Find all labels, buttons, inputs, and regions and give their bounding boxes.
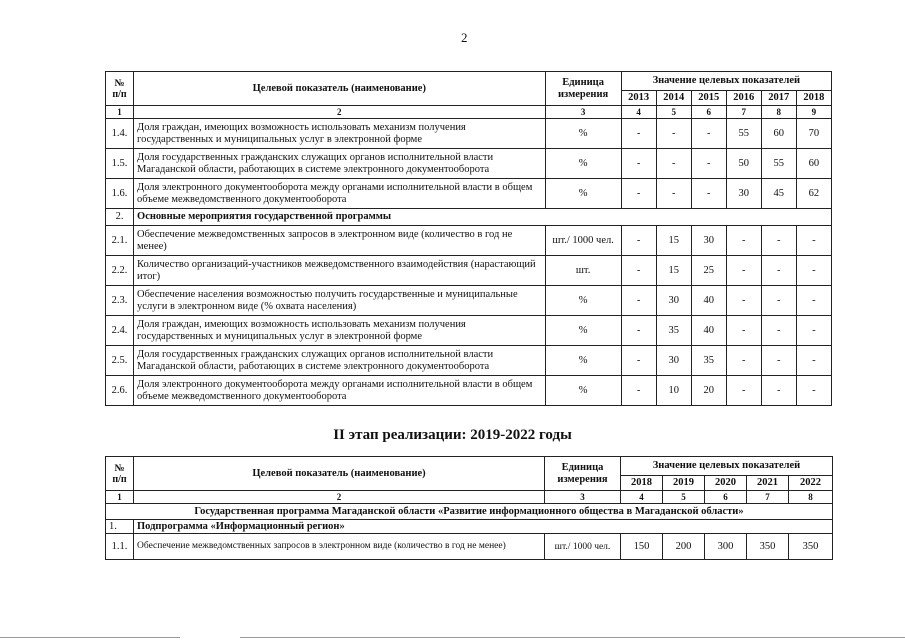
table-row — [106, 119, 832, 149]
header-year: 2019 — [663, 476, 705, 491]
header-unit: Единица измерения — [545, 457, 621, 491]
row-value: 10 — [656, 376, 691, 406]
header-num: № п/п — [106, 72, 134, 106]
header-name: Целевой показатель (наименование) — [134, 72, 546, 106]
row-unit: % — [545, 286, 621, 316]
header-year: 2021 — [747, 476, 789, 491]
row-value: - — [796, 256, 831, 286]
row-value: - — [726, 256, 761, 286]
row-value: - — [656, 179, 691, 209]
row-value: - — [761, 286, 796, 316]
column-number: 7 — [726, 106, 761, 119]
header-values-title: Значение целевых показателей — [621, 457, 833, 476]
row-value: 55 — [726, 119, 761, 149]
header-year: 2016 — [726, 91, 761, 106]
row-value: - — [796, 226, 831, 256]
header-name: Целевой показатель (наименование) — [134, 457, 545, 491]
table-row — [106, 376, 832, 406]
row-value: - — [621, 256, 656, 286]
row-name: Обеспечение межведомственных запросов в электронном виде (количество в год не менее) — [134, 534, 545, 560]
header-year: 2013 — [621, 91, 656, 106]
row-unit: % — [545, 346, 621, 376]
row-num: 1.6. — [106, 179, 134, 209]
row-value: 35 — [656, 316, 691, 346]
program-title: Государственная программа Магаданской области «Развитие информационного общества в Магаданской области» — [106, 504, 833, 520]
row-num: 2.2. — [106, 256, 134, 286]
row-value: - — [691, 179, 726, 209]
row-value: - — [621, 316, 656, 346]
row-value: 30 — [656, 286, 691, 316]
column-number: 1 — [106, 106, 134, 119]
row-value: - — [726, 226, 761, 256]
row-value: - — [761, 376, 796, 406]
column-number: 2 — [134, 106, 546, 119]
row-num: 2.6. — [106, 376, 134, 406]
page-number: 2 — [461, 30, 468, 45]
row-value: - — [726, 346, 761, 376]
row-value: - — [691, 149, 726, 179]
column-number: 9 — [796, 106, 831, 119]
column-number: 4 — [621, 491, 663, 504]
row-value: 55 — [761, 149, 796, 179]
row-value: - — [761, 346, 796, 376]
row-name: Доля государственных гражданских служащих органов исполнительной власти Магаданской области, работающих в системе электронного документооборота — [134, 149, 546, 179]
row-value: - — [726, 376, 761, 406]
column-number: 5 — [656, 106, 691, 119]
stage-title: II этап реализации: 2019-2022 годы — [333, 427, 572, 443]
row-name: Доля государственных гражданских служащих органов исполнительной власти Магаданской области, работающих в системе электронного документооборота — [134, 346, 546, 376]
column-number: 2 — [134, 491, 545, 504]
table-row — [106, 149, 832, 179]
row-unit: % — [545, 179, 621, 209]
row-value: - — [621, 286, 656, 316]
row-value: 50 — [726, 149, 761, 179]
row-value: - — [761, 226, 796, 256]
subprogram-name: Подпрограмма «Информационный регион» — [134, 520, 833, 534]
column-number: 5 — [663, 491, 705, 504]
header-num: № п/п — [106, 457, 134, 491]
row-unit: шт./ 1000 чел. — [545, 226, 621, 256]
column-number: 4 — [621, 106, 656, 119]
row-value: 35 — [691, 346, 726, 376]
row-value: 70 — [796, 119, 831, 149]
column-number: 7 — [747, 491, 789, 504]
row-num: 1.1. — [106, 534, 134, 560]
row-num: 2.3. — [106, 286, 134, 316]
row-value: - — [796, 286, 831, 316]
row-value: 30 — [691, 226, 726, 256]
header-year: 2020 — [705, 476, 747, 491]
column-number: 6 — [691, 106, 726, 119]
row-value: 15 — [656, 256, 691, 286]
section-name: Основные мероприятия государственной программы — [134, 209, 832, 226]
header-values-title: Значение целевых показателей — [621, 72, 831, 91]
row-value: 60 — [761, 119, 796, 149]
row-value: - — [621, 149, 656, 179]
row-value: - — [796, 346, 831, 376]
row-value: 150 — [621, 534, 663, 560]
scan-edge-line — [240, 637, 905, 638]
scan-edge-line — [0, 637, 180, 638]
row-unit: % — [545, 149, 621, 179]
column-number: 3 — [545, 491, 621, 504]
row-value: - — [726, 316, 761, 346]
row-name: Доля электронного документооборота между органами исполнительной власти в общем объеме межведомственного документооборота — [134, 376, 546, 406]
section-row — [106, 209, 832, 226]
row-value: 200 — [663, 534, 705, 560]
row-unit: % — [545, 119, 621, 149]
row-unit: % — [545, 376, 621, 406]
column-number: 8 — [789, 491, 833, 504]
table-row — [106, 179, 832, 209]
row-name: Доля электронного документооборота между органами исполнительной власти в общем объеме межведомственного документооборота — [134, 179, 546, 209]
row-value: 60 — [796, 149, 831, 179]
table-row — [106, 346, 832, 376]
row-num: 1.4. — [106, 119, 134, 149]
table-row — [106, 316, 832, 346]
row-unit: шт. — [545, 256, 621, 286]
row-value: 62 — [796, 179, 831, 209]
row-name: Доля граждан, имеющих возможность использовать механизм получения государственных и муниципальных услуг в электронной форме — [134, 119, 546, 149]
row-value: 30 — [726, 179, 761, 209]
row-value: - — [621, 119, 656, 149]
row-value: 40 — [691, 286, 726, 316]
header-year: 2014 — [656, 91, 691, 106]
row-value: - — [796, 376, 831, 406]
column-number: 1 — [106, 491, 134, 504]
row-value: - — [761, 316, 796, 346]
row-name: Обеспечение населения возможностью получить государственные и муниципальные услуги в электронном виде (% охвата населения) — [134, 286, 546, 316]
row-value: - — [621, 179, 656, 209]
row-value: - — [796, 316, 831, 346]
table-row — [106, 534, 833, 560]
row-value: - — [656, 119, 691, 149]
row-value: - — [691, 119, 726, 149]
row-value: 300 — [705, 534, 747, 560]
row-value: - — [656, 149, 691, 179]
row-value: 45 — [761, 179, 796, 209]
header-year: 2015 — [691, 91, 726, 106]
header-unit: Единица измерения — [545, 72, 621, 106]
row-unit: шт./ 1000 чел. — [545, 534, 621, 560]
row-num: 2.5. — [106, 346, 134, 376]
row-unit: % — [545, 316, 621, 346]
row-num: 2.4. — [106, 316, 134, 346]
row-name: Количество организаций-участников межведомственного взаимодействия (нарастающий итог) — [134, 256, 546, 286]
table-row — [106, 256, 832, 286]
section-num: 2. — [106, 209, 134, 226]
subprogram-num: 1. — [106, 520, 134, 534]
row-value: - — [621, 376, 656, 406]
column-number: 3 — [545, 106, 621, 119]
row-value: - — [621, 226, 656, 256]
row-value: 350 — [747, 534, 789, 560]
header-year: 2018 — [621, 476, 663, 491]
row-value: 30 — [656, 346, 691, 376]
row-value: - — [726, 286, 761, 316]
indicators-table-stage-2 — [105, 456, 833, 560]
row-value: 40 — [691, 316, 726, 346]
row-value: 15 — [656, 226, 691, 256]
row-value: - — [621, 346, 656, 376]
row-value: 20 — [691, 376, 726, 406]
header-year: 2017 — [761, 91, 796, 106]
row-num: 2.1. — [106, 226, 134, 256]
row-name: Обеспечение межведомственных запросов в электронном виде (количество в год не менее) — [134, 226, 546, 256]
row-value: - — [761, 256, 796, 286]
column-number: 6 — [705, 491, 747, 504]
column-number: 8 — [761, 106, 796, 119]
header-year: 2018 — [796, 91, 831, 106]
table-row — [106, 226, 832, 256]
row-value: 350 — [789, 534, 833, 560]
header-year: 2022 — [789, 476, 833, 491]
row-value: 25 — [691, 256, 726, 286]
row-name: Доля граждан, имеющих возможность использовать механизм получения государственных и муниципальных услуг в электронной форме — [134, 316, 546, 346]
row-num: 1.5. — [106, 149, 134, 179]
indicators-table-stage-1 — [105, 71, 832, 406]
table-row — [106, 286, 832, 316]
